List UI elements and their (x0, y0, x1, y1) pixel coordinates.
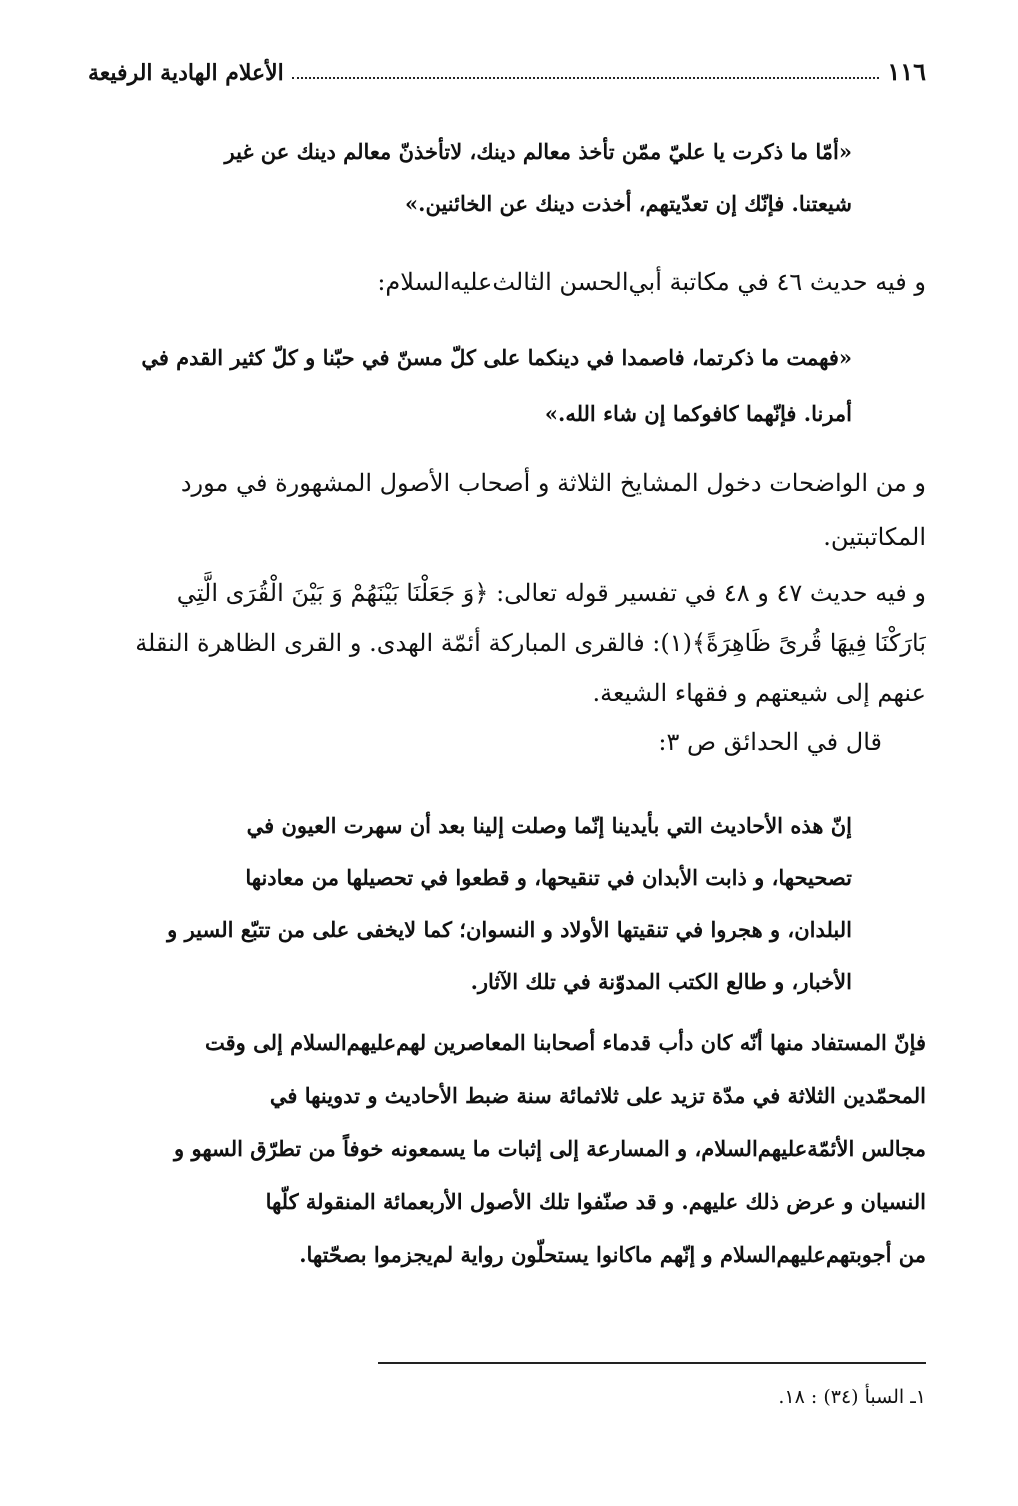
text-line: تصحيحها، و ذابت الأبدان في تنقيحها، و قطعوا في تحصيلها من معادنها (245, 865, 852, 890)
paragraph-2 (92, 260, 926, 304)
text-line: البلدان، و هجروا في تنقيتها الأولاد و النسوان؛ كما لايخفى على من تتبّع السير و (167, 917, 852, 942)
text-line: إنّ هذه الأحاديث التي بأيدينا إنّما وصلت إلينا بعد أن سهرت العيون في (246, 813, 852, 838)
quote-paragraph-8 (92, 1016, 926, 1281)
header-dot-leader (292, 77, 880, 79)
quote-paragraph-7 (92, 800, 852, 1008)
text-line: الأخبار، و طالع الكتب المدوّنة في تلك الآثار. (470, 969, 852, 994)
paragraph-4 (92, 456, 926, 564)
paragraph-5 (92, 568, 926, 718)
text-line: أمرنا. فإنّهما كافوكما إن شاء الله.» (544, 401, 852, 426)
text-line: «فهمت ما ذكرتما، فاصمدا في دينكما على كلّ مسنّ في حبّنا و كلّ كثير القدم في (141, 345, 852, 370)
text-line: بَارَكْنَا فِيهَا قُرىً ظَاهِرَةً﴾(١): فالقرى المباركة أئمّة الهدى. و القرى الظاهرة النقلة (135, 629, 926, 657)
text-line: فإنّ المستفاد منها أنّه كان دأب قدماء أصحابنا المعاصرين لهم‌عليهم‌السلام إلى وقت (205, 1030, 926, 1055)
text-line: و فيه حديث ٤٧ و ٤٨ في تفسير قوله تعالى: ﴿وَ جَعَلْنَا بَيْنَهُمْ وَ بَيْنَ الْقُرَى الَّتِي (176, 579, 926, 607)
text-line: و من الواضحات دخول المشايخ الثلاثة و أصحاب الأصول المشهورة في مورد (180, 469, 926, 497)
text-line: و فيه حديث ٤٦ في مكاتبة أبي‌الحسن الثالث‌عليه‌السلام: (377, 268, 926, 296)
footnote: ١ـ السبأ (٣٤) : ١٨. (778, 1386, 926, 1408)
page-number: ١١٦ (887, 57, 926, 86)
quote-paragraph-3 (92, 330, 852, 442)
text-line: عنهم إلى شيعتهم و فقهاء الشيعة. (592, 679, 926, 707)
paragraph-6 (92, 720, 882, 764)
quote-paragraph-1 (92, 126, 852, 230)
text-line: شيعتنا. فإنّك إن تعدّيتهم، أخذت دينك عن الخائنين.» (405, 191, 852, 216)
header-title: الأعلام الهادية الرفيعة (88, 60, 284, 86)
text-line: مجالس الأئمّة‌عليهم‌السلام، و المسارعة إلى إثبات ما يسمعونه خوفاً من تطرّق السهو و (174, 1136, 926, 1161)
text-line: «أمّا ما ذكرت يا عليّ ممّن تأخذ معالم دينك، لاتأخذنّ معالم دينك عن غير (224, 139, 852, 164)
text-line: المكاتبتين. (823, 523, 926, 551)
text-line: النسيان و عرض ذلك عليهم. و قد صنّفوا تلك الأصول الأربعمائة المنقولة كلّها (265, 1189, 926, 1214)
running-header (88, 46, 926, 86)
text-line: من أجوبتهم‌عليهم‌السلام و إنّهم ماكانوا يستحلّون رواية لم‌يجزموا بصحّتها. (299, 1242, 926, 1267)
text-line: المحمّدين الثلاثة في مدّة تزيد على ثلاثمائة سنة ضبط الأحاديث و تدوينها في (269, 1083, 926, 1108)
footnote-separator (378, 1362, 926, 1364)
text-line: قال في الحدائق ص ٣: (658, 728, 882, 756)
